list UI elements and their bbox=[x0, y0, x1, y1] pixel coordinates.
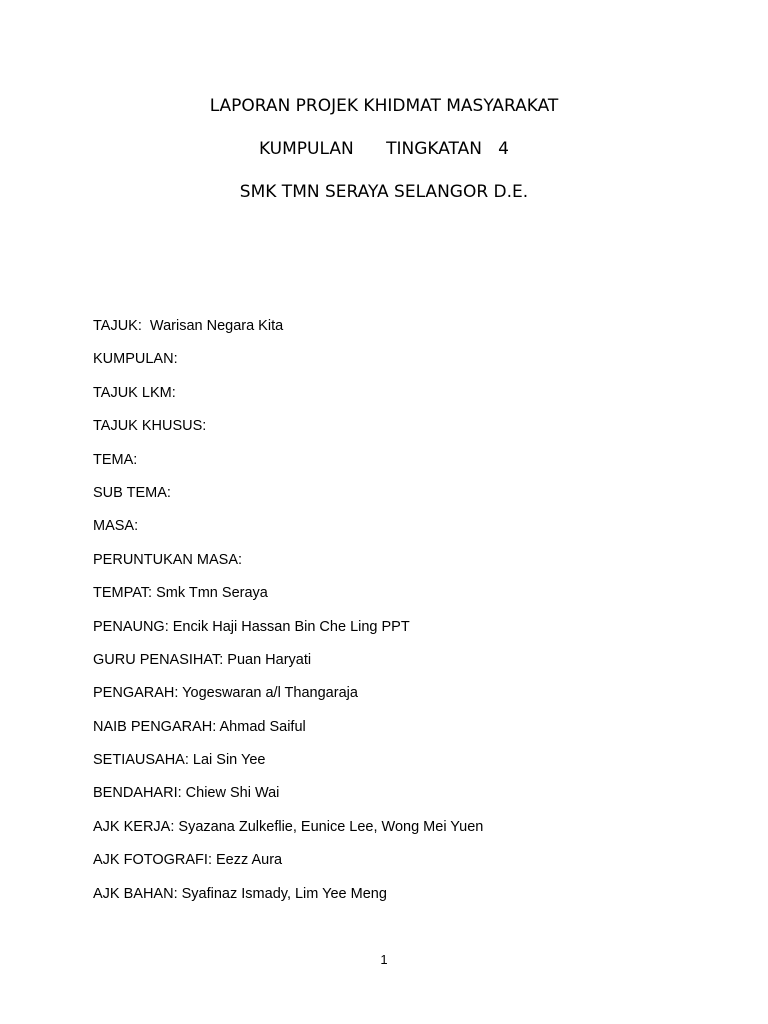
field-tempat: TEMPAT: Smk Tmn Seraya bbox=[93, 585, 268, 602]
field-ajk-kerja: AJK KERJA: Syazana Zulkeflie, Eunice Lee, Wong Mei Yuen bbox=[93, 818, 484, 835]
field-tajuk: TAJUK: Warisan Negara Kita bbox=[93, 318, 284, 334]
school-name: SMK TMN SERAYA SELANGOR D.E. bbox=[239, 182, 529, 202]
field-guru-penasihat: GURU PENASIHAT: Puan Haryati bbox=[93, 651, 312, 668]
field-kumpulan: KUMPULAN: bbox=[93, 351, 178, 368]
field-masa: MASA: bbox=[93, 518, 139, 535]
field-ajk-bahan: AJK BAHAN: Syafinaz Ismady, Lim Yee Meng bbox=[93, 885, 387, 902]
field-sub-tema: SUB TEMA: bbox=[93, 484, 171, 501]
field-tema: TEMA: bbox=[93, 451, 138, 468]
field-naib-pengarah: NAIB PENGARAH: Ahmad Saiful bbox=[93, 718, 306, 735]
report-title: LAPORAN PROJEK KHIDMAT MASYARAKAT bbox=[209, 96, 559, 116]
field-setiausaha: SETIAUSAHA: Lai Sin Yee bbox=[93, 752, 266, 769]
field-ajk-fotografi: AJK FOTOGRAFI: Eezz Aura bbox=[93, 852, 283, 869]
field-bendahari: BENDAHARI: Chiew Shi Wai bbox=[93, 785, 280, 802]
field-tajuk-khusus: TAJUK KHUSUS: bbox=[93, 418, 207, 435]
group-form-line: KUMPULAN TINGKATAN 4 bbox=[258, 139, 509, 159]
project-details-list bbox=[93, 316, 713, 917]
page-number: 1 bbox=[380, 952, 388, 967]
field-penaung: PENAUNG: Encik Haji Hassan Bin Che Ling PPT bbox=[93, 618, 410, 635]
field-peruntukan-masa: PERUNTUKAN MASA: bbox=[93, 551, 243, 568]
field-tajuk-lkm: TAJUK LKM: bbox=[93, 384, 176, 401]
field-pengarah: PENGARAH: Yogeswaran a/l Thangaraja bbox=[93, 685, 358, 702]
